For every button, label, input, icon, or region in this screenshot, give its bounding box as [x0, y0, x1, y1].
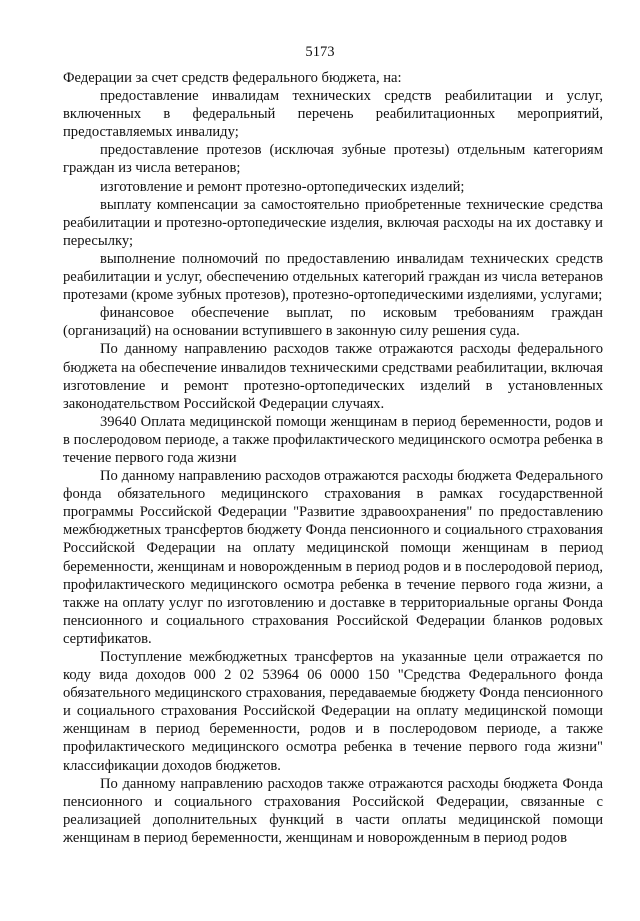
paragraph: По данному направлению расходов отражаются расходы бюджета Федерального фонда обязательного медицинского страхования в рамках государственной программы Российской Федерации "Развитие здравоохранения" по предоставлению межбюджетных трансфертов бюджету Фонда пенсионного и социального страхования Российской Федерации на оплату медицинской помощи женщинам в период беременности, женщинам и новорожденным в период родов и в послеродовой период, профилактического медицинского осмотра ребенка в течение первого года жизни, а также на оплату услуг по изготовлению и доставке в территориальные органы Фонда пенсионного и социального страхования Российской Федерации бланков родовых сертификатов. — [63, 468, 603, 647]
paragraph: выполнение полномочий по предоставлению инвалидам технических средств реабилитации и услуг, обеспечению отдельных категорий граждан из числа ветеранов протезами (кроме зубных протезов), протезно-ортопедическими изделиями, услугами; — [63, 250, 603, 304]
paragraph: Поступление межбюджетных трансфертов на указанные цели отражается по коду вида доходов 000 2 02 53964 06 0000 150 "Средства Федерального фонда обязательного медицинского страхования, передаваемые бюджету Фонда пенсионного и социального страхования Российской Федерации на оплату медицинской помощи женщинам в период беременности, родов и в послеродовом периоде, а также профилактического медицинского осмотра ребенка в течение первого года жизни" классификации доходов бюджетов. — [63, 649, 603, 774]
paragraph: 39640 Оплата медицинской помощи женщинам в период беременности, родов и в послеродовом периоде, а также профилактического медицинского осмотра ребенка в течение первого года жизни — [63, 413, 603, 466]
paragraph: изготовление и ремонт протезно-ортопедических изделий; — [100, 178, 465, 195]
paragraph: Федерации за счет средств федерального бюджета, на: — [63, 70, 402, 86]
page-number: 5173 — [305, 44, 335, 60]
paragraph: выплату компенсации за самостоятельно приобретенные технические средства реабилитации и протезно-ортопедические изделия, включая расходы на их доставку и пересылку; — [63, 196, 603, 249]
paragraph: финансовое обеспечение выплат, по исковым требованиям граждан (организаций) на основании вступившего в законную силу решения суда. — [63, 305, 603, 340]
paragraph: предоставление протезов (исключая зубные протезы) отдельным категориям граждан из числа ветеранов; — [63, 142, 603, 177]
paragraph: предоставление инвалидам технических средств реабилитации и услуг, включенных в федеральный перечень реабилитационных мероприятий, предоставляемых инвалиду; — [63, 88, 603, 141]
paragraph: По данному направлению расходов также отражаются расходы бюджета Фонда пенсионного и социального страхования Российской Федерации, связанные с реализацией дополнительных функций в части оплаты медицинской помощи женщинам в период беременности, женщинам и новорожденным в период родов — [63, 775, 603, 846]
paragraph: По данному направлению расходов также отражаются расходы федерального бюджета на обеспечение инвалидов техническими средствами реабилитации, включая изготовление и ремонт протезно-ортопедических изделий в установленных законодательством Российской Федерации случаях. — [63, 341, 603, 412]
document-body — [63, 69, 603, 847]
